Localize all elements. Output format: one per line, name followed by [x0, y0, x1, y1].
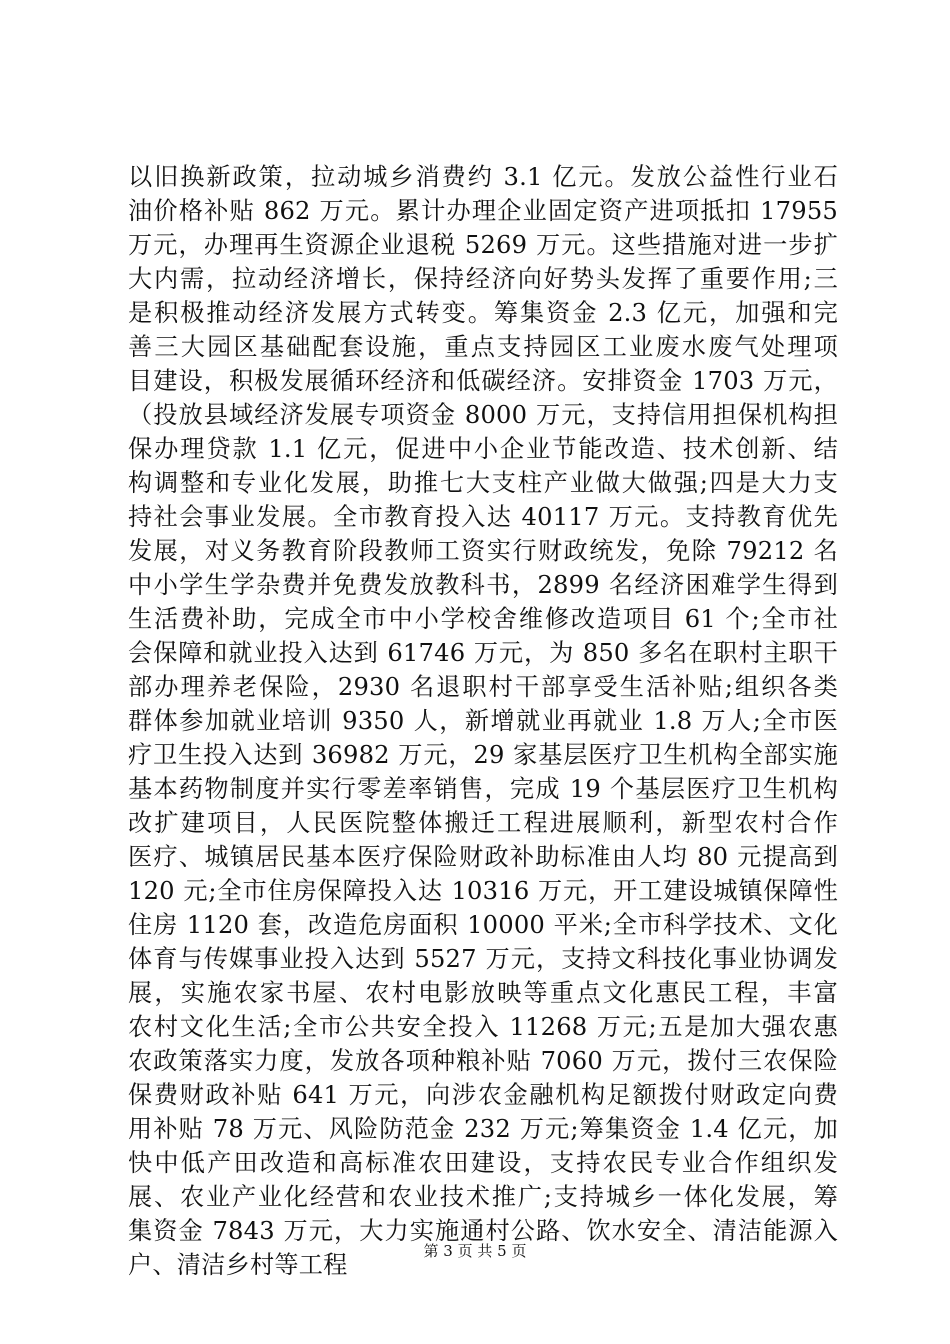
text-line: 大内需，拉动经济增长，保持经济向好势头发挥了重要作用;三: [128, 265, 838, 293]
body-paragraph: [128, 160, 838, 1282]
text-line: 群体参加就业培训 9350 人，新增就业再就业 1.8 万人;全市医: [128, 707, 838, 735]
text-line: 保费财政补贴 641 万元，向涉农金融机构足额拨付财政定向费: [128, 1081, 838, 1109]
page-footer: 第 3 页 共 5 页: [423, 1242, 527, 1260]
text-line: 疗卫生投入达到 36982 万元，29 家基层医疗卫生机构全部实施: [128, 741, 838, 769]
text-line: 住房 1120 套，改造危房面积 10000 平米;全市科学技术、文化: [128, 911, 838, 939]
text-line: 用补贴 78 万元、风险防范金 232 万元;筹集资金 1.4 亿元，加: [128, 1115, 838, 1143]
text-line: 构调整和专业化发展，助推七大支柱产业做大做强;四是大力支: [128, 469, 838, 497]
text-line: 中小学生学杂费并免费发放教科书，2899 名经济困难学生得到: [128, 571, 838, 599]
text-line: 户、清洁乡村等工程: [128, 1251, 348, 1279]
text-line: 油价格补贴 862 万元。累计办理企业固定资产进项抵扣 17955: [128, 197, 838, 225]
text-line: 以旧换新政策，拉动城乡消费约 3.1 亿元。发放公益性行业石: [128, 163, 838, 191]
text-line: 目建设，积极发展循环经济和低碳经济。安排资金 1703 万元，: [128, 367, 838, 395]
text-line: 农村文化生活;全市公共安全投入 11268 万元;五是加大强农惠: [128, 1013, 838, 1041]
text-line: 会保障和就业投入达到 61746 万元，为 850 多名在职村主职干: [128, 639, 838, 667]
text-line: 改扩建项目，人民医院整体搬迁工程进展顺利，新型农村合作: [128, 809, 838, 837]
text-line: 基本药物制度并实行零差率销售，完成 19 个基层医疗卫生机构: [128, 775, 838, 803]
text-line: 集资金 7843 万元，大力实施通村公路、饮水安全、清洁能源入: [128, 1217, 838, 1245]
text-line: 善三大园区基础配套设施，重点支持园区工业废水废气处理项: [128, 333, 838, 361]
text-line: 体育与传媒事业投入达到 5527 万元，支持文科技化事业协调发: [128, 945, 838, 973]
text-line: 生活费补助，完成全市中小学校舍维修改造项目 61 个;全市社: [128, 605, 838, 633]
text-line: 展，实施农家书屋、农村电影放映等重点文化惠民工程，丰富: [128, 979, 838, 1007]
text-line: 医疗、城镇居民基本医疗保险财政补助标准由人均 80 元提高到: [128, 843, 838, 871]
text-line: 万元，办理再生资源企业退税 5269 万元。这些措施对进一步扩: [128, 231, 838, 259]
text-line: 部办理养老保险，2930 名退职村干部享受生活补贴;组织各类: [128, 673, 838, 701]
text-line: 展、农业产业化经营和农业技术推广;支持城乡一体化发展，筹: [128, 1183, 838, 1211]
text-line: 农政策落实力度，发放各项种粮补贴 7060 万元，拨付三农保险: [128, 1047, 838, 1075]
text-line: 120 元;全市住房保障投入达 10316 万元，开工建设城镇保障性: [128, 877, 838, 905]
text-line: 保办理贷款 1.1 亿元，促进中小企业节能改造、技术创新、结: [128, 435, 838, 463]
text-line: 发展，对义务教育阶段教师工资实行财政统发，免除 79212 名: [128, 537, 838, 565]
text-line: 持社会事业发展。全市教育投入达 40117 万元。支持教育优先: [128, 503, 838, 531]
text-line: （投放县域经济发展专项资金 8000 万元，支持信用担保机构担: [128, 401, 838, 429]
text-line: 是积极推动经济发展方式转变。筹集资金 2.3 亿元，加强和完: [128, 299, 838, 327]
text-line: 快中低产田改造和高标准农田建设，支持农民专业合作组织发: [128, 1149, 838, 1177]
